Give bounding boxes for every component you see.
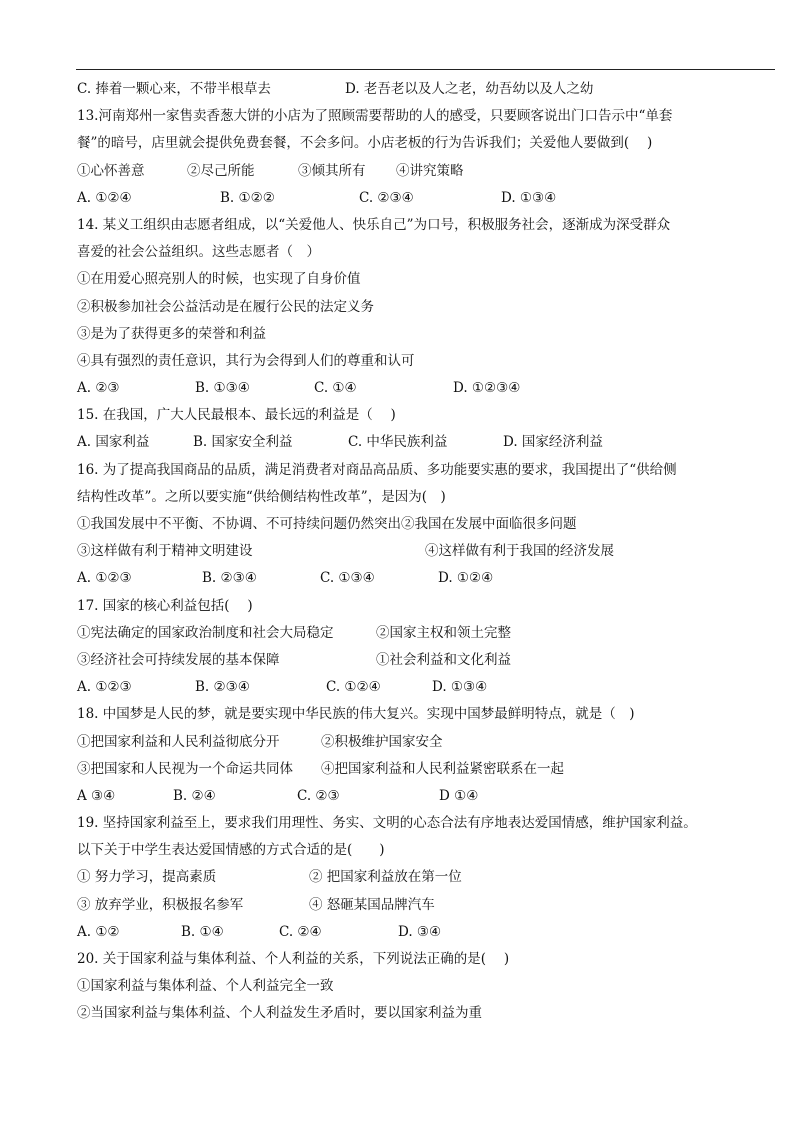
q13-options (77, 185, 777, 212)
q18-stem: 18. 中国梦是人民的梦，就是要实现中华民族的伟大复兴。实现中国梦最鲜明特点，就是（ ) (77, 706, 635, 723)
q18-option-b: B. ②④ (173, 787, 216, 804)
q16-option-d: D. ①②④ (438, 570, 494, 587)
q16-items-3-4 (77, 538, 777, 565)
q20-stem: 20. 关于国家利益与集体利益、个人利益的关系，下列说法正确的是( ) (77, 951, 510, 967)
q17-options (77, 674, 777, 701)
q16-option-c: C. ①③④ (320, 570, 375, 587)
q19-option-d: D. ③④ (398, 923, 442, 940)
q15-option-a: A. 国家利益 (77, 434, 150, 451)
q18-options (77, 783, 777, 810)
q16-stem-line-1: 16. 为了提高我国商品的品质，满足消费者对商品高品质、多功能要实惠的要求，我国提出了“供给侧 (77, 461, 677, 478)
q16-stem-line-2: 结构性改革”。之所以要实施“供给侧结构性改革”，是因为( ) (77, 488, 446, 505)
q14-item-2: ②积极参加社会公益活动是在履行公民的法定义务 (77, 298, 374, 315)
q19-option-b: B. ①④ (181, 923, 224, 940)
q15-options (77, 429, 777, 456)
q17-item-2: ②国家主权和领土完整 (376, 624, 511, 641)
q17-option-b: B. ②③④ (195, 679, 250, 696)
q13-choice-1: ①心怀善意 (77, 162, 145, 179)
q16-option-a: A. ①②③ (77, 570, 132, 587)
q13-choices (77, 158, 777, 185)
q20-item-2: ②当国家利益与集体利益、个人利益发生矛盾时，要以国家利益为重 (77, 1005, 482, 1022)
q14-stem-line-2: 喜爱的社会公益组织。这些志愿者（ ） (77, 244, 320, 261)
q16-item-3: ③这样做有利于精神文明建设 (77, 543, 253, 560)
q14-options (77, 375, 777, 402)
q18-item-2: ②积极维护国家安全 (321, 733, 443, 750)
q14-option-d: D. ①②③④ (453, 380, 521, 397)
q15-option-c: C. 中华民族利益 (348, 434, 448, 451)
q13-option-c: C. ②③④ (359, 189, 414, 206)
q17-items-1-2 (77, 620, 777, 647)
q19-stem-line-1: 19. 坚持国家利益至上，要求我们用理性、务实、文明的心态合法有序地表达爱国情感，维护国家利益。 (77, 815, 697, 832)
q13-choice-2: ②尽己所能 (187, 162, 255, 179)
q14-item-3: ③是为了获得更多的荣誉和利益 (77, 325, 266, 342)
q13-stem-line-1: 13.河南郑州一家售卖香葱大饼的小店为了照顾需要帮助的人的感受，只要顾客说出门口告示中“单套 (77, 108, 673, 125)
q17-item-4: ①社会利益和文化利益 (376, 651, 511, 668)
q17-option-c: C. ①②④ (326, 679, 381, 696)
q15-option-d: D. 国家经济利益 (503, 434, 603, 451)
q19-item-3: ③ 放弃学业，积极报名参军 (77, 896, 244, 913)
q17-option-a: A. ①②③ (77, 679, 132, 696)
q15-option-b: B. 国家安全利益 (193, 434, 293, 451)
q13-option-a: A. ①②④ (77, 189, 132, 206)
q13-option-b: B. ①②② (220, 189, 275, 206)
option-d: D. 老吾老以及人之老，幼吾幼以及人之幼 (345, 81, 594, 97)
q16-options (77, 565, 777, 592)
q13-choice-4: ④讲究策略 (396, 162, 464, 179)
q18-items-3-4 (77, 756, 777, 783)
q17-items-3-4 (77, 647, 777, 674)
q16-option-b: B. ②③④ (202, 570, 257, 587)
q18-option-c: C. ②③ (297, 787, 340, 804)
q14-option-b: B. ①③④ (195, 380, 250, 397)
q14-option-c: C. ①④ (314, 380, 357, 397)
header-rule (76, 69, 775, 70)
q18-option-d: D ①④ (439, 787, 479, 804)
exam-content (77, 76, 777, 1028)
q13-option-d: D. ①③④ (501, 189, 557, 206)
q14-item-1: ①在用爱心照亮别人的时候，也实现了自身价值 (77, 271, 361, 288)
q18-item-1: ①把国家利益和人民利益彻底分开 (77, 733, 280, 750)
q16-item-1-2: ①我国发展中不平衡、不协调、不可持续问题仍然突出②我国在发展中面临很多问题 (77, 516, 577, 532)
q15-stem: 15. 在我国，广大人民最根本、最长远的利益是（ ) (77, 407, 396, 424)
q19-item-2: ② 把国家利益放在第一位 (309, 869, 462, 886)
q19-item-4: ④ 怒砸某国品牌汽车 (309, 896, 435, 913)
q17-option-d: D. ①③④ (432, 679, 488, 696)
q18-item-3: ③把国家和人民视为一个命运共同体 (77, 760, 293, 777)
q18-item-4: ④把国家利益和人民利益紧密联系在一起 (321, 760, 564, 777)
prev-question-options (77, 76, 777, 103)
q19-items-1-2 (77, 864, 777, 891)
q20-item-1: ①国家利益与集体利益、个人利益完全一致 (77, 978, 334, 995)
q13-choice-3: ③倾其所有 (298, 162, 366, 179)
q17-item-1: ①宪法确定的国家政治制度和社会大局稳定 (77, 624, 334, 641)
q19-option-c: C. ②④ (279, 923, 322, 940)
q17-item-3: ③经济社会可持续发展的基本保障 (77, 651, 280, 668)
q19-option-a: A. ①② (77, 923, 120, 940)
q19-stem-line-2: 以下关于中学生表达爱国情感的方式合适的是( ) (77, 842, 385, 859)
q19-items-3-4 (77, 892, 777, 919)
q17-stem: 17. 国家的核心利益包括( ) (77, 597, 253, 614)
q19-item-1: ① 努力学习，提高素质 (77, 869, 217, 886)
q19-options (77, 919, 777, 946)
q14-stem-line-1: 14. 某义工组织由志愿者组成，以“关爱他人、快乐自己”为口号，积极服务社会，逐渐成为深受群众 (77, 216, 671, 233)
q18-option-a: A ③④ (77, 787, 116, 804)
q18-items-1-2 (77, 729, 777, 756)
q16-item-4: ④这样做有利于我国的经济发展 (425, 543, 614, 560)
q14-item-4: ④具有强烈的责任意识，其行为会得到人们的尊重和认可 (77, 352, 415, 369)
q13-stem-line-2: 餐”的暗号，店里就会提供免费套餐，不会多问。小店老板的行为告诉我们；关爱他人要做到( ) (77, 135, 653, 152)
q14-option-a: A. ②③ (77, 380, 120, 397)
option-c: C. 捧着一颗心来，不带半根草去 (77, 81, 271, 97)
